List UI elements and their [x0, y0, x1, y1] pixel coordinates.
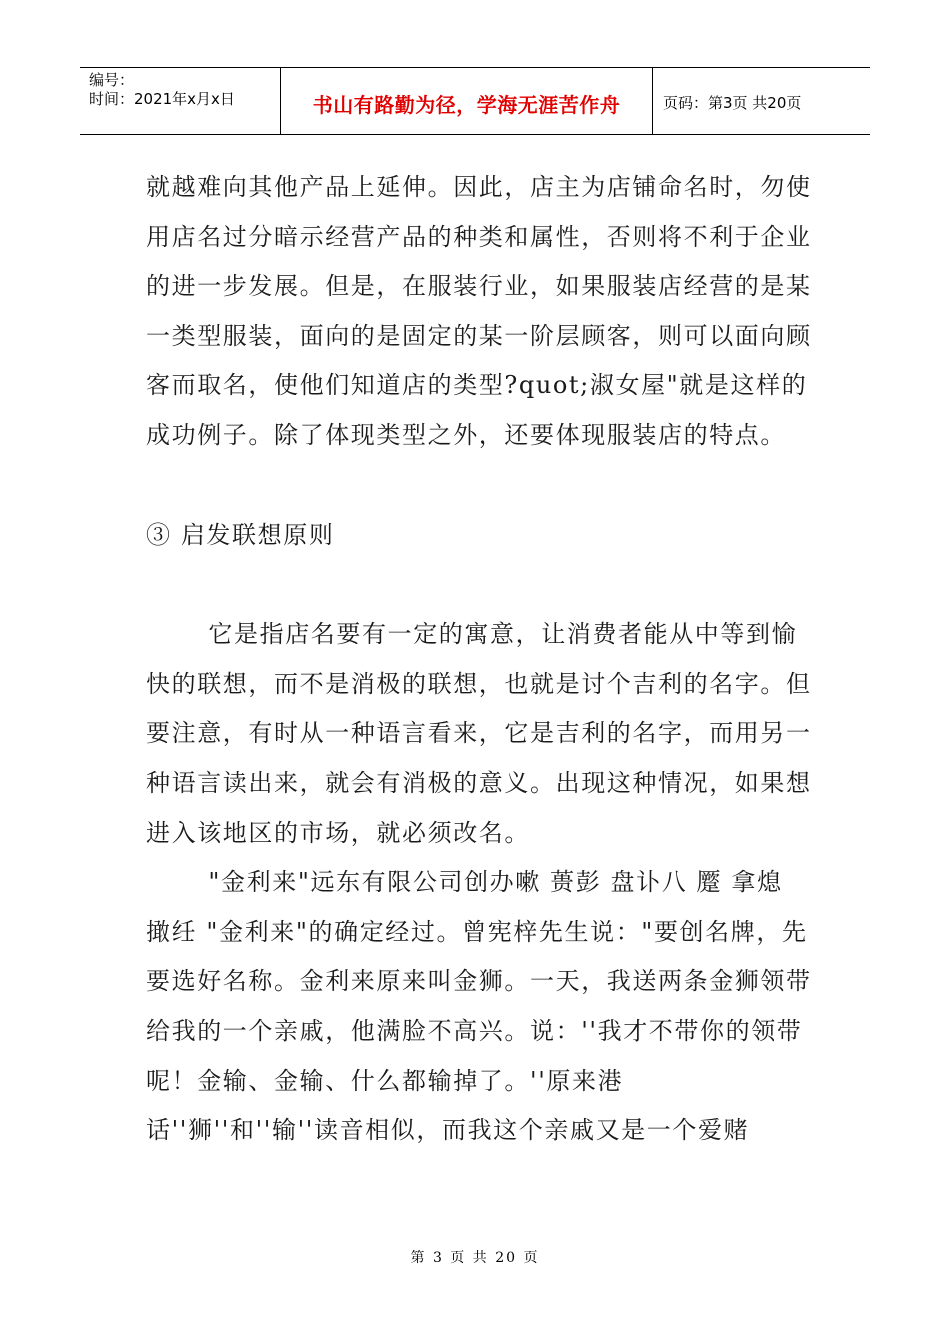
paragraph-spacer	[146, 461, 816, 511]
paragraph-2: 它是指店名要有一定的寓意，让消费者能从中等到愉快的联想，而不是消极的联想，也就是讨个吉利的名字。但要注意，有时从一种语言看来，它是吉利的名字，而用另一种语言读出来，就会有消极的意义。出现这种情况，如果想进入该地区的市场，就必须改名。	[146, 620, 812, 847]
document-body	[146, 163, 816, 1156]
page-footer: 第 3 页 共 20 页	[410, 1250, 540, 1266]
section-heading: ③ 启发联想原则	[146, 520, 335, 549]
document-date: 时间：2021年x月x日	[89, 90, 235, 108]
header-meta	[80, 68, 281, 134]
paragraph-1: 就越难向其他产品上延伸。因此，店主为店铺命名时，勿使用店名过分暗示经营产品的种类和属性，否则将不利于企业的进一步发展。但是，在服装行业，如果服装店经营的是某一类型服装，面向的是固定的某一阶层顾客，则可以面向顾客而取名，使他们知道店的类型?quot;淑女屋"就是这样的成功例子。除了体现类型之外，还要体现服装店的特点。	[146, 173, 812, 449]
document-code-label: 编号：	[89, 71, 135, 89]
header-page-info: 页码：第3页 共20页	[663, 93, 802, 112]
header-motto: 书山有路勤为径，学海无涯苦作舟	[281, 68, 653, 134]
paragraph-spacer	[146, 560, 816, 610]
paragraph-3: "金利来"远东有限公司创办嗽 蒉彭 盘讣八 蹷 拿熄 撖纴 "金利来"的确定经过。曾宪梓先生说："要创名牌，先要选好名称。金利来原来叫金狮。一天，我送两条金狮领带给我的一个亲戚，他满脸不高兴。说：''我才不带你的领带呢！金输、金输、什么都输掉了。''原来港话''狮''和''输''读音相似，而我这个亲戚又是一个爱赌	[146, 868, 812, 1145]
page-header	[80, 67, 870, 135]
